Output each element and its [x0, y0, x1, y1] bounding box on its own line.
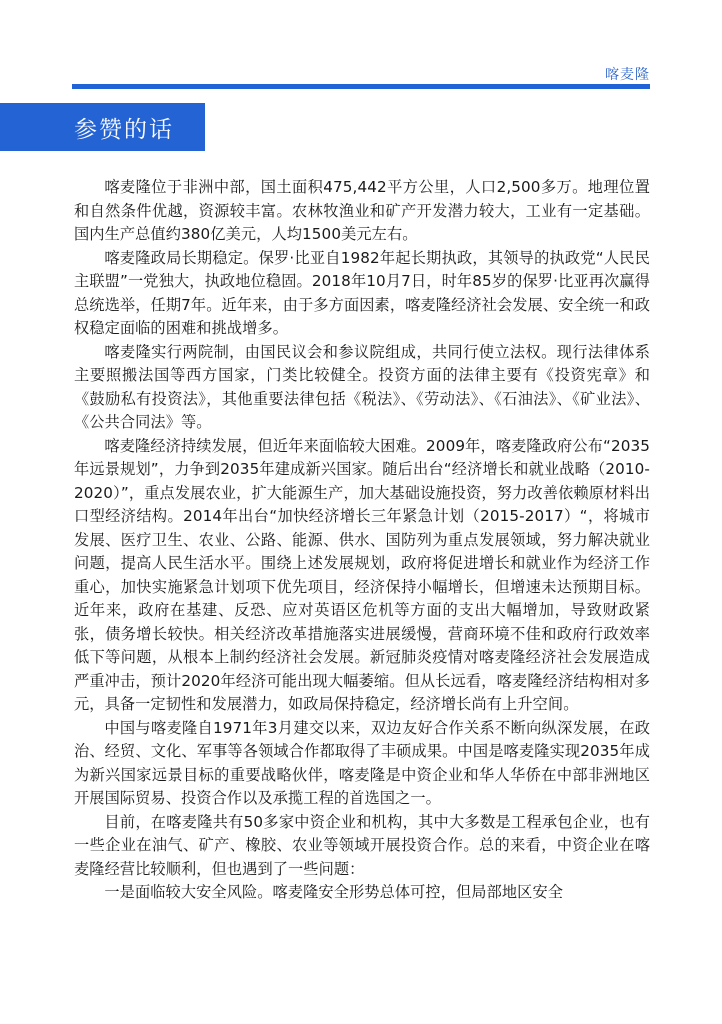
- header-rule: [72, 84, 650, 89]
- section-title: 参赞的话: [74, 116, 174, 143]
- paragraph: 喀麦隆位于非洲中部，国土面积475,442平方公里，人口2,500多万。地理位置和自然条件优越，资源较丰富。农林牧渔业和矿产开发潜力较大，工业有一定基础。国内生产总值约380亿美元，人均1500美元左右。: [74, 178, 650, 243]
- paragraph: 一是面临较大安全风险。喀麦隆安全形势总体可控，但局部地区安全: [104, 883, 564, 901]
- paragraph: 目前，在喀麦隆共有50多家中资企业和机构，其中大多数是工程承包企业，也有一些企业在油气、矿产、橡胶、农业等领域开展投资合作。总的来看，中资企业在喀麦隆经营比较顺利，但也遇到了一些问题：: [74, 812, 650, 878]
- running-header: 喀麦隆: [605, 67, 650, 83]
- body-text: [74, 176, 650, 905]
- paragraph: 中国与喀麦隆自1971年3月建交以来，双边友好合作关系不断向纵深发展，在政治、经贸、文化、军事等各领域合作都取得了丰硕成果。中国是喀麦隆实现2035年成为新兴国家远景目标的重要战略伙伴，喀麦隆是中资企业和华人华侨在中部非洲地区开展国际贸易、投资合作以及承揽工程的首选国之一。: [74, 718, 650, 807]
- paragraph: 喀麦隆政局长期稳定。保罗·比亚自1982年起长期执政，其领导的执政党“人民民主联盟”一党独大，执政地位稳固。2018年10月7日，时年85岁的保罗·比亚再次赢得总统选举，任期7年。近年来，由于多方面因素，喀麦隆经济社会发展、安全统一和政权稳定面临的困难和挑战增多。: [74, 248, 650, 337]
- paragraph: 喀麦隆实行两院制，由国民议会和参议院组成，共同行使立法权。现行法律体系主要照搬法国等西方国家，门类比较健全。投资方面的法律主要有《投资宪章》和《鼓励私有投资法》，其他重要法律包括《税法》、《劳动法》、《石油法》、《矿业法》、《公共合同法》等。: [74, 342, 650, 431]
- section-banner: [0, 103, 205, 151]
- paragraph: 喀麦隆经济持续发展，但近年来面临较大困难。2009年，喀麦隆政府公布“2035年远景规划”，力争到2035年建成新兴国家。随后出台“经济增长和就业战略（2010-2020）”，重点发展农业，扩大能源生产，加大基础设施投资，努力改善依赖原材料出口型经济结构。2014年出台“加快经济增长三年紧急计划（2015-2017）“，将城市发展、医疗卫生、农业、公路、能源、供水、国防列为重点发展领域，努力解决就业问题，提高人民生活水平。围绕上述发展规划，政府将促进增长和就业作为经济工作重心，加快实施紧急计划项下优先项目，经济保持小幅增长，但增速未达预期目标。近年来，政府在基建、反恐、应对英语区危机等方面的支出大幅增加，导致财政紧张，债务增长较快。相关经济改革措施落实进展缓慢，营商环境不佳和政府行政效率低下等问题，从根本上制约经济社会发展。新冠肺炎疫情对喀麦隆经济社会发展造成严重冲击，预计2020年经济可能出现大幅萎缩。但从长远看，喀麦隆经济结构相对多元，具备一定韧性和发展潜力，如政局保持稳定，经济增长尚有上升空间。: [74, 436, 650, 713]
